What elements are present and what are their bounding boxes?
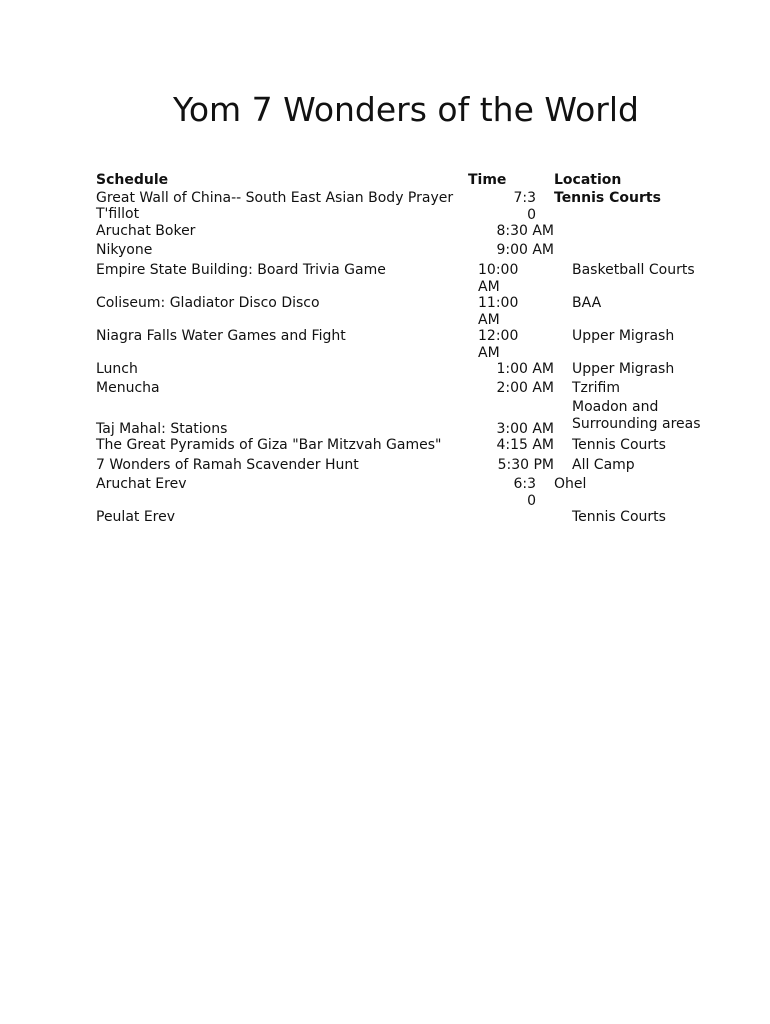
activity-cell: Aruchat Erev (96, 476, 187, 492)
location-cell: Upper Migrash (572, 328, 675, 344)
time-value: 12:00 AM (478, 328, 519, 361)
table-row (96, 509, 722, 527)
table-row-continuation (96, 206, 722, 223)
table-row (96, 223, 722, 242)
time-cell (468, 476, 536, 510)
time-cell: 1:00 AM (496, 361, 554, 377)
table-row (96, 380, 722, 399)
time-value: 11:00 AM (478, 295, 519, 328)
activity-cell: 7 Wonders of Ramah Scavender Hunt (96, 457, 359, 473)
table-row (96, 399, 722, 438)
activity-cell: Nikyone (96, 242, 153, 258)
location-cell: Upper Migrash (572, 361, 675, 377)
time-cell: 5:30 PM (497, 457, 554, 473)
table-header-row (96, 172, 722, 190)
page-title: Yom 7 Wonders of the World (173, 90, 639, 129)
location-cell: Ohel (554, 476, 587, 492)
schedule-column-header: Schedule (96, 172, 169, 188)
time-cell (468, 190, 536, 224)
location-cell: Tennis Courts (572, 437, 666, 453)
time-value: 6:30 (513, 476, 536, 509)
time-cell: 9:00 AM (496, 242, 554, 258)
activity-cell: Empire State Building: Board Trivia Game (96, 262, 386, 278)
time-cell: 8:30 AM (496, 223, 554, 239)
location-cell: Basketball Courts (572, 262, 695, 278)
activity-cell: Taj Mahal: Stations (96, 421, 228, 437)
time-cell (468, 328, 554, 362)
time-value: 10:00 AM (478, 262, 519, 295)
activity-cell: The Great Pyramids of Giza "Bar Mitzvah Games" (96, 437, 442, 453)
location-cell: Tennis Courts (554, 190, 661, 206)
time-cell (468, 295, 554, 329)
location-cell: BAA (572, 295, 602, 311)
activity-cell: Peulat Erev (96, 509, 176, 525)
time-cell: 4:15 AM (496, 437, 554, 453)
table-row (96, 328, 722, 361)
time-column-header: Time (468, 172, 507, 188)
activity-cell: T'fillot (96, 206, 140, 222)
table-row (96, 242, 722, 262)
activity-cell: Niagra Falls Water Games and Fight (96, 328, 346, 344)
table-row (96, 457, 722, 476)
location-cell: All Camp (572, 457, 635, 473)
table-row (96, 262, 722, 295)
location-cell: Tzrifim (572, 380, 621, 396)
activity-cell: Coliseum: Gladiator Disco Disco (96, 295, 320, 311)
location-cell: Moadon and Surrounding areas (572, 399, 701, 432)
activity-cell: Aruchat Boker (96, 223, 196, 239)
schedule-table (96, 172, 722, 527)
table-row (96, 437, 722, 457)
location-cell: Tennis Courts (572, 509, 666, 525)
time-cell: 3:00 AM (496, 421, 554, 437)
activity-cell: Great Wall of China-- South East Asian Body Prayer (96, 190, 454, 206)
activity-cell: Menucha (96, 380, 160, 396)
location-column-header: Location (554, 172, 622, 188)
table-row (96, 295, 722, 328)
time-cell: 2:00 AM (496, 380, 554, 396)
table-row (96, 361, 722, 380)
time-value: 7:30 (513, 190, 536, 223)
table-row (96, 476, 722, 509)
activity-cell: Lunch (96, 361, 138, 377)
time-cell (468, 262, 554, 296)
